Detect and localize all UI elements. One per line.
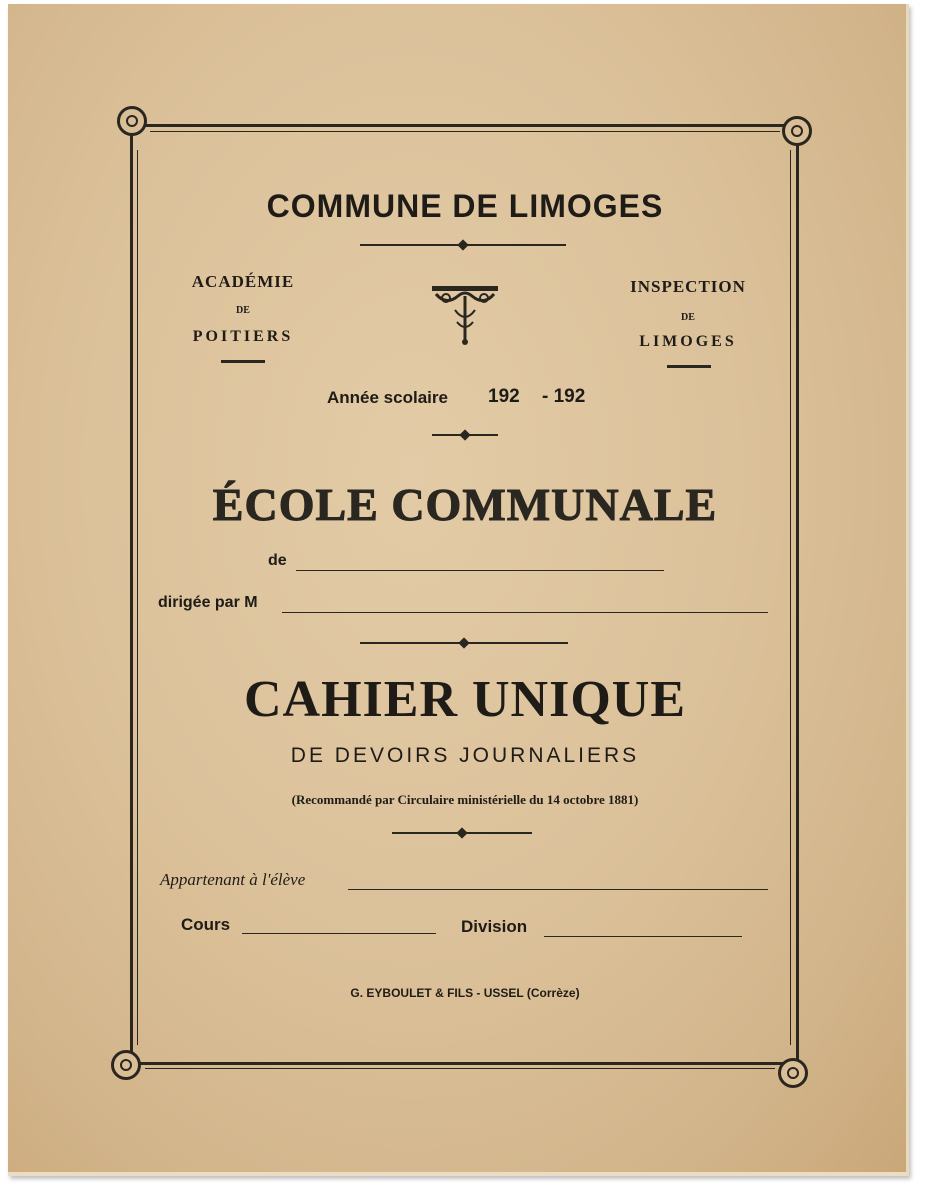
commune-title: COMMUNE DE LIMOGES xyxy=(266,188,664,224)
academie-city: POITIERS xyxy=(192,328,294,345)
student-blank-line[interactable] xyxy=(348,889,768,890)
academie-rule xyxy=(221,360,265,363)
inspection-city: LIMOGES xyxy=(639,333,737,350)
division-label: Division xyxy=(461,917,528,936)
cours-label: Cours xyxy=(181,915,231,934)
academie-de: DE xyxy=(236,305,250,316)
academie-label: ACADÉMIE xyxy=(191,272,295,291)
cahier-subtitle: DE DEVOIRS JOURNALIERS xyxy=(290,744,640,767)
inspection-label: INSPECTION xyxy=(630,277,746,296)
corner-rosette-icon xyxy=(117,106,147,136)
frame-top xyxy=(132,124,796,127)
frame-left xyxy=(130,135,133,1055)
frame-bottom-inner xyxy=(145,1068,775,1069)
annee-to: - 192 xyxy=(542,386,586,407)
frame-bottom xyxy=(128,1062,792,1065)
division-blank-line[interactable] xyxy=(544,936,742,937)
frame-right-inner xyxy=(790,150,791,1045)
notebook-cover xyxy=(8,4,909,1176)
director-blank-line[interactable] xyxy=(282,612,768,613)
crest-ornament-icon xyxy=(428,280,502,350)
ecole-title: ÉCOLE COMMUNALE xyxy=(212,479,718,530)
corner-rosette-icon xyxy=(778,1058,808,1088)
frame-right xyxy=(796,140,799,1060)
frame-top-inner xyxy=(150,131,780,132)
inspection-rule xyxy=(667,365,711,368)
appartenant-label: Appartenant à l'élève xyxy=(160,870,306,889)
printer-credit: G. EYBOULET & FILS - USSEL (Corrèze) xyxy=(350,986,580,1000)
corner-rosette-icon xyxy=(782,116,812,146)
corner-rosette-icon xyxy=(111,1050,141,1080)
dirigee-par-label: dirigée par M xyxy=(158,594,258,611)
annee-from: 192 xyxy=(488,386,520,407)
inspection-de: DE xyxy=(681,312,695,323)
annee-scolaire-label: Année scolaire xyxy=(327,388,448,407)
commune-blank-line[interactable] xyxy=(296,570,664,571)
cours-blank-line[interactable] xyxy=(242,933,436,934)
cahier-title: CAHIER UNIQUE xyxy=(243,671,687,728)
de-label: de xyxy=(268,552,287,569)
circulaire-note: (Recommandé par Circulaire ministérielle du 14 octobre 1881) xyxy=(291,792,639,807)
frame-left-inner xyxy=(137,150,138,1045)
